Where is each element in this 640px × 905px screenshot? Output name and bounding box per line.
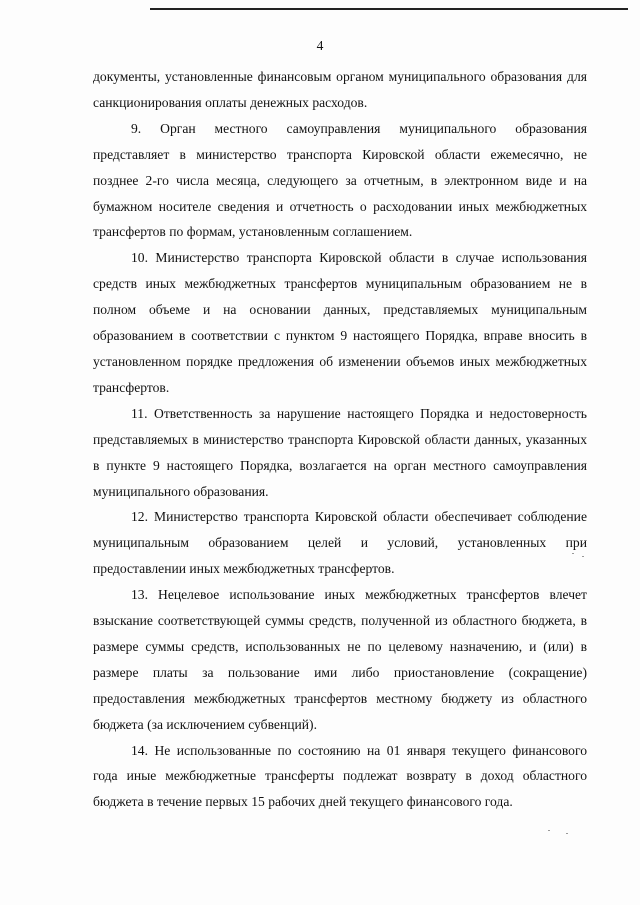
paragraph-10: 10. Министерство транспорта Кировской области в случае использования средств иных межбюджетных трансфертов муниципальным образованием не в полном объеме и на основании данных, представляемых муниципальным образованием в соответствии с пунктом 9 настоящего Порядка, вправе вносить в установленном порядке предложения об изменении объемов иных межбюджетных трансфертов.	[93, 250, 587, 395]
document-body	[93, 64, 587, 815]
paragraph-14: 14. Не использованные по состоянию на 01 января текущего финансового года иные межбюджетные трансферты подлежат возврату в доход областного бюджета в течение первых 15 рабочих дней текущего финансового года.	[93, 742, 587, 810]
scan-speck	[548, 830, 550, 831]
scan-speck	[572, 553, 574, 554]
paragraph-12: 12. Министерство транспорта Кировской области обеспечивает соблюдение муниципальным образованием целей и условий, установленных при предоставлении иных межбюджетных трансфертов.	[93, 509, 587, 577]
paragraph-13: 13. Нецелевое использование иных межбюджетных трансфертов влечет взыскание соответствующей суммы средств, полученной из областного бюджета, в размере суммы средств, использованных не по целевому назначению, и (или) в размере платы за пользование ими либо приостановление (сокращение) предоставления межбюджетных трансфертов местному бюджету из областного бюджета (за исключением субвенций).	[93, 587, 587, 732]
scan-speck	[582, 556, 584, 557]
scan-speck	[566, 833, 568, 834]
paragraph-9: 9. Орган местного самоуправления муниципального образования представляет в министерство транспорта Кировской области ежемесячно, не позднее 2-го числа месяца, следующего за отчетным, в электронном виде и на бумажном носителе сведения и отчетность о расходовании иных межбюджетных трансфертов по формам, установленным соглашением.	[93, 120, 587, 240]
paragraph-11: 11. Ответственность за нарушение настоящего Порядка и недостоверность представляемых в министерство транспорта Кировской области данных, указанных в пункте 9 настоящего Порядка, возлагается на орган местного самоуправления муниципального образования.	[93, 405, 587, 499]
top-border-line	[150, 8, 628, 10]
paragraph-continuation: документы, установленные финансовым органом муниципального образования для санкционирования оплаты денежных расходов.	[93, 69, 587, 110]
page-number: 4	[316, 38, 324, 53]
